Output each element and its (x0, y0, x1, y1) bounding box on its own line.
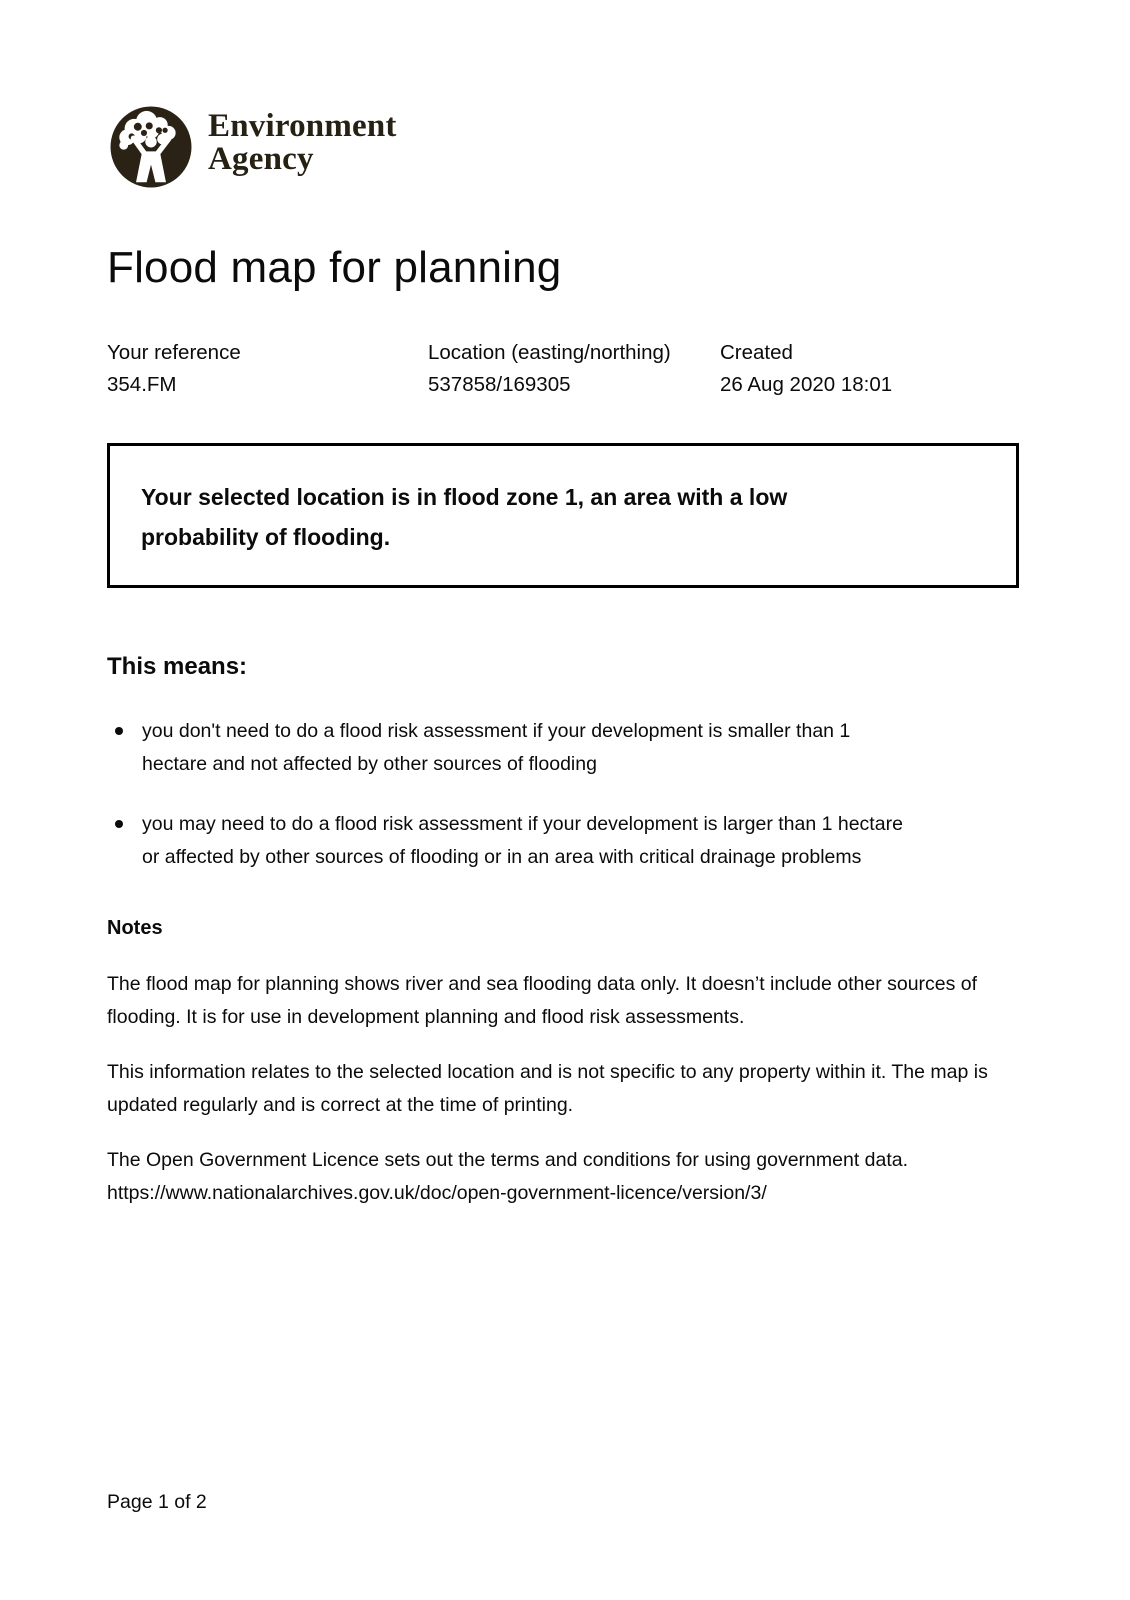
reference-label: Your reference (107, 341, 241, 364)
list-item-text: you don't need to do a flood risk assessment if your development is smaller than 1 hectare and not affected by other sources of flooding (142, 720, 851, 775)
meta-created (720, 337, 1020, 401)
reference-value: 354.FM (107, 373, 177, 396)
environment-agency-logo (107, 103, 1020, 193)
environment-agency-tree-person-icon (107, 103, 195, 191)
notes-paragraph-licence-url: The Open Government Licence sets out the terms and conditions for using government data. https://www.nationalarchives.gov.uk/doc/open-government-licence/version/3/ (107, 1149, 909, 1204)
logo-line-agency: Agency (208, 141, 314, 177)
flood-zone-result-box (107, 443, 1019, 588)
bullet-icon (115, 727, 123, 735)
created-value: 26 Aug 2020 18:01 (720, 373, 893, 396)
flood-zone-result-text: Your selected location is in flood zone 1, an area with a low probability of flooding. (141, 484, 788, 550)
notes-paragraph: This information relates to the selected location and is not specific to any property within it. The map is updated regularly and is correct at the time of printing. (107, 1061, 988, 1116)
this-means-list (107, 715, 1020, 873)
meta-reference (107, 337, 428, 401)
logo-line-environment: Environment (208, 108, 397, 144)
bullet-icon (115, 820, 123, 828)
list-item-text: you may need to do a flood risk assessment if your development is larger than 1 hectare or affected by other sources of flooding or in an area with critical drainage problems (142, 813, 903, 868)
location-value: 537858/169305 (428, 373, 571, 396)
meta-location (428, 337, 720, 401)
document-meta (107, 337, 1020, 401)
list-item (107, 715, 907, 780)
list-item (107, 808, 907, 873)
this-means-heading: This means: (107, 653, 248, 680)
environment-agency-logo-text (195, 103, 397, 176)
page-title: Flood map for planning (107, 243, 562, 292)
page-number: Page 1 of 2 (107, 1491, 207, 1513)
created-label: Created (720, 341, 793, 364)
location-label: Location (easting/northing) (428, 341, 671, 364)
notes-paragraph: The flood map for planning shows river and sea flooding data only. It doesn’t include other sources of flooding. It is for use in development planning and flood risk assessments. (107, 973, 978, 1028)
notes-section (107, 916, 1020, 1210)
notes-heading: Notes (107, 917, 163, 939)
